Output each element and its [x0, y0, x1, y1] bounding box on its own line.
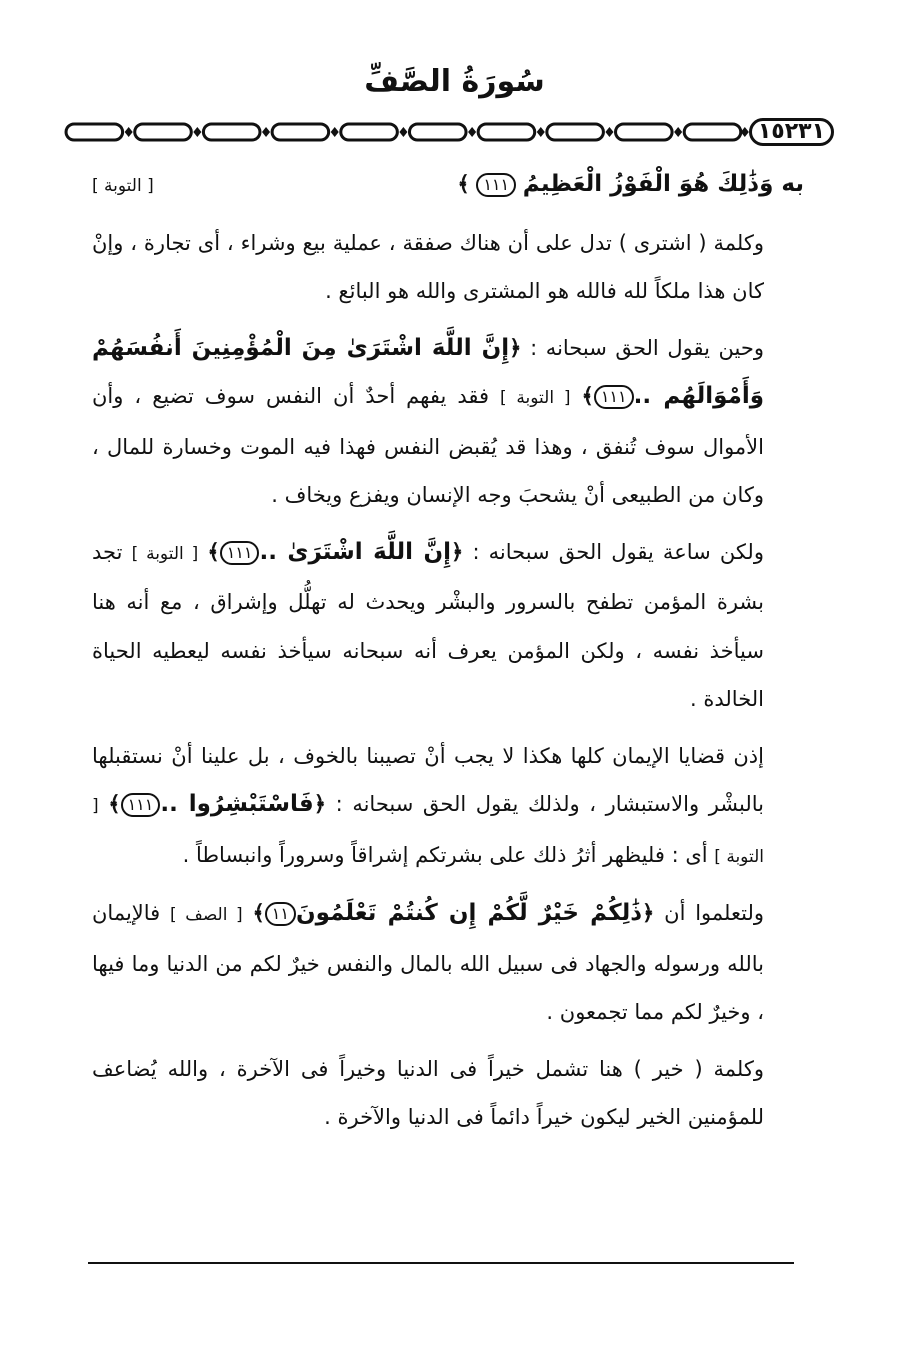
paragraph-1: وكلمة ( اشترى ) تدل على أن هناك صفقة ، عملية بيع وشراء ، أى تجارة ، وإنْ كان هذا ملكاً لله فالله هو المشترى والله هو البائع . — [92, 230, 764, 303]
verse-reference: [ الصف ] — [170, 905, 243, 925]
header-ornament-band — [62, 118, 834, 146]
paragraph-lead: وحين يقول الحق سبحانه : — [530, 335, 764, 360]
verse-close-bracket-icon: ﴾ — [457, 172, 470, 196]
paragraph-body: تجد بشرة المؤمن تطفح بالسرور والبشْر ويحدث له تهلُّل وإشراق ، مع أنه هنا سيأخذ نفسه ، ولكن المؤمن يعرف أنه سبحانه سيأخذ نفسه ليعطيه الحياة الخالدة . — [92, 539, 764, 711]
ayah-number: ١١١ — [476, 173, 516, 197]
verse-open-bracket-icon: ﴿ — [451, 539, 464, 564]
verse-reference: [ التوبة ] — [92, 176, 154, 196]
footer-rule — [88, 1262, 794, 1264]
quran-verse: فَاسْتَبْشِرُوا .. — [160, 791, 314, 817]
paragraph-5 — [92, 889, 804, 1037]
verse-open-bracket-icon: ﴿ — [509, 335, 522, 360]
surah-title: سُورَةُ الصَّفِّ — [364, 64, 545, 99]
verse-close-bracket-icon: ﴾ — [581, 384, 594, 408]
verse-open-bracket-icon: ﴿ — [642, 901, 655, 925]
paragraph-body: فالإيمان بالله ورسوله والجهاد فى سبيل الله بالمال والنفس خيرٌ لكم من الدنيا وما فيها ، وخيرٌ لكم مما تجمعون . — [92, 901, 764, 1024]
ayah-number: ١١١ — [594, 385, 634, 409]
verse-open-bracket-icon: ﴿ — [313, 792, 327, 816]
verse-close-bracket-icon: ﴾ — [207, 539, 220, 564]
ayah-number: ١١ — [265, 902, 296, 926]
verse-close-bracket-icon: ﴾ — [108, 792, 121, 816]
page-text — [92, 160, 804, 1142]
paragraph-body: أى : فليظهر أثرُ ذلك على بشرتكم إشراقاً وسروراً وانبساطاً . — [182, 842, 708, 867]
verse-reference: [ التوبة ] — [92, 796, 764, 867]
paragraph-body: فقد يفهم أحدٌ أن النفس سوف تضيع ، وأن الأموال سوف تُنفق ، وهذا قد يُقبض النفس فهذا فيه الموت وخسارة للمال ، وكان من الطبيعى أنْ يشحبَ وجه الإنسان ويفزع ويخاف . — [92, 384, 764, 507]
paragraph-2 — [92, 324, 804, 520]
verse-reference: [ التوبة ] — [131, 543, 199, 564]
ayah-number: ١١١ — [121, 793, 161, 817]
paragraph-6: وكلمة ( خير ) هنا تشمل خيراً فى الدنيا وخيراً فى الآخرة ، والله يُضاعف للمؤمنين الخير ليكون خيراً دائماً فى الدنيا والآخرة . — [92, 1056, 764, 1129]
quran-verse: إِنَّ اللَّهَ اشْتَرَىٰ .. — [259, 538, 451, 565]
ayah-number: ١١١ — [220, 541, 260, 565]
paragraph-4 — [92, 732, 804, 882]
paragraph-lead: إذن قضايا الإيمان كلها هكذا لا يجب أنْ تصيبنا بالخوف ، بل علينا أنْ نستقبلها بالبشْر والاستبشار ، ولذلك يقول الحق سبحانه : — [92, 743, 764, 816]
paragraph-lead: ولتعلموا أن — [664, 901, 764, 925]
paragraph-0 — [92, 160, 804, 211]
quran-verse: إِنَّ اللَّهَ اشْتَرَىٰ مِنَ الْمُؤْمِنِينَ أَنفُسَهُمْ وَأَمْوَالَهُم .. — [92, 334, 765, 409]
verse-close-bracket-icon: ﴾ — [252, 901, 265, 925]
chain-ornament-icon — [62, 118, 749, 146]
verse-reference: [ التوبة ] — [500, 388, 571, 408]
paragraph-3 — [92, 528, 804, 724]
quran-verse: به وَذَٰلِكَ هُوَ الْفَوْزُ الْعَظِيمُ ١١١ ﴾ — [457, 171, 804, 197]
quran-verse: ذَٰلِكُمْ خَيْرٌ لَّكُمْ إِن كُنتُمْ تَعْلَمُونَ — [295, 900, 643, 926]
page-number: ١٥٢٣١ — [749, 118, 834, 146]
paragraph-lead: ولكن ساعة يقول الحق سبحانه : — [472, 539, 764, 564]
